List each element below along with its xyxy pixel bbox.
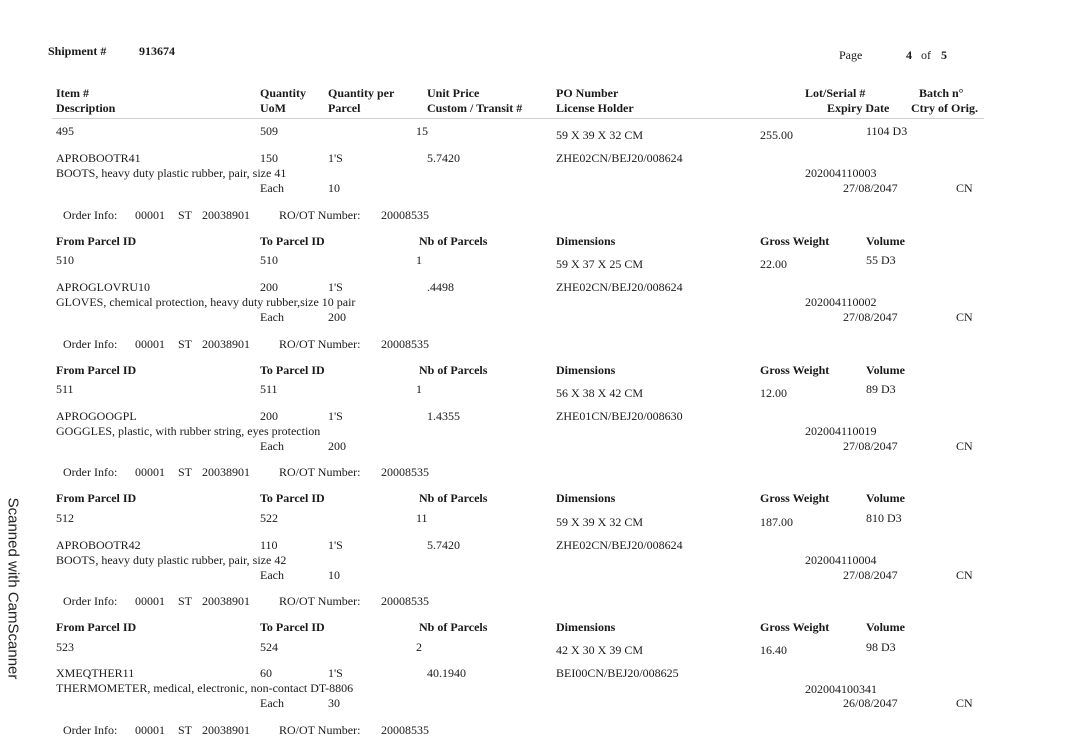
item-description: BOOTS, heavy duty plastic rubber, pair, size 42 [56,553,287,567]
item-expiry-date: 27/08/2047 [843,439,898,453]
from-parcel-id: 495 [56,124,74,138]
item-uom: Each [260,696,284,710]
from-parcel-header: From Parcel ID [56,363,137,377]
item-po-number: ZHE02CN/BEJ20/008624 [556,151,683,165]
dimensions: 42 X 30 X 39 CM [556,643,644,657]
col-unit-price: Unit Price [427,86,480,100]
item-uom-qty: 30 [328,696,340,710]
col-po-number: PO Number [556,86,619,100]
col-description: Description [56,101,116,115]
dimensions: 59 X 39 X 32 CM [556,515,644,529]
order-info-c: 20038901 [202,337,250,351]
order-info-label: Order Info: [63,337,118,351]
nb-parcels-header: Nb of Parcels [419,491,488,505]
item-qty-per-parcel: 1'S [328,409,343,423]
dimensions: 59 X 39 X 32 CM [556,128,644,142]
from-parcel-id: 510 [56,253,74,267]
nb-of-parcels: 11 [416,511,428,525]
volume-header: Volume [866,491,905,505]
item-qty-per-parcel: 1'S [328,151,343,165]
item-unit-price: 1.4355 [427,409,460,423]
order-info-a: 00001 [135,337,165,351]
to-parcel-header: To Parcel ID [260,491,325,505]
item-expiry-date: 26/08/2047 [843,696,898,710]
dimensions-header: Dimensions [556,620,616,634]
shipment-number: 913674 [139,44,175,58]
col-quantity: Quantity [260,86,307,100]
item-unit-price: 5.7420 [427,151,460,165]
col-ctry-orig: Ctry of Orig. [911,101,978,115]
ro-ot-number: 20008535 [381,337,429,351]
item-quantity: 150 [260,151,278,165]
item-description: THERMOMETER, medical, electronic, non-contact DT-8806 [56,681,354,695]
item-uom: Each [260,568,284,582]
gross-weight-header: Gross Weight [760,363,830,377]
item-uom-qty: 10 [328,181,340,195]
item-qty-per-parcel: 1'S [328,666,343,680]
nb-of-parcels: 2 [416,640,422,654]
item-code: APROGOOGPL [56,409,137,423]
item-lot-serial: 202004110002 [805,295,877,309]
order-info-b: ST [178,465,193,479]
order-info-label: Order Info: [63,723,118,737]
item-lot-serial: 202004110003 [805,166,877,180]
item-uom-qty: 200 [328,310,346,324]
col-qty-per-parcel: Quantity per [328,86,395,100]
item-qty-per-parcel: 1'S [328,280,343,294]
order-info-label: Order Info: [63,465,118,479]
item-unit-price: 5.7420 [427,538,460,552]
shipment-label: Shipment # [48,44,107,58]
item-country: CN [956,181,973,195]
from-parcel-id: 511 [56,382,74,396]
item-code: APROBOOTR42 [56,538,141,552]
gross-weight: 187.00 [760,515,793,529]
nb-parcels-header: Nb of Parcels [419,363,488,377]
ro-ot-number: 20008535 [381,465,429,479]
gross-weight-header: Gross Weight [760,234,830,248]
to-parcel-id: 524 [260,640,278,654]
gross-weight-header: Gross Weight [760,620,830,634]
volume: 55 D3 [866,253,896,267]
item-lot-serial: 202004110004 [805,553,877,567]
item-uom-qty: 10 [328,568,340,582]
item-country: CN [956,568,973,582]
ro-ot-number: 20008535 [381,594,429,608]
ro-ot-number: 20008535 [381,723,429,737]
order-info-b: ST [178,337,193,351]
from-parcel-header: From Parcel ID [56,234,137,248]
to-parcel-id: 510 [260,253,278,267]
item-quantity: 60 [260,666,272,680]
col-expiry-date: Expiry Date [827,101,890,115]
volume: 89 D3 [866,382,896,396]
item-po-number: ZHE01CN/BEJ20/008630 [556,409,683,423]
page-current: 4 [906,48,912,62]
item-quantity: 200 [260,409,278,423]
order-info-b: ST [178,723,193,737]
nb-of-parcels: 1 [416,382,422,396]
to-parcel-header: To Parcel ID [260,620,325,634]
order-info-a: 00001 [135,465,165,479]
item-uom: Each [260,439,284,453]
order-info-b: ST [178,594,193,608]
volume-header: Volume [866,620,905,634]
item-po-number: ZHE02CN/BEJ20/008624 [556,280,683,294]
col-parcel: Parcel [328,101,361,115]
dimensions-header: Dimensions [556,363,616,377]
volume: 98 D3 [866,640,896,654]
item-uom: Each [260,181,284,195]
nb-parcels-header: Nb of Parcels [419,620,488,634]
item-unit-price: 40.1940 [427,666,466,680]
item-lot-serial: 202004100341 [805,682,877,696]
item-description: GLOVES, chemical protection, heavy duty rubber,size 10 pair [56,295,356,309]
col-batch-no: Batch n° [919,86,964,100]
item-po-number: BEI00CN/BEJ20/008625 [556,666,679,680]
item-country: CN [956,696,973,710]
order-info-c: 20038901 [202,723,250,737]
page-label: Page [839,48,863,62]
item-unit-price: .4498 [427,280,454,294]
item-expiry-date: 27/08/2047 [843,568,898,582]
order-info-c: 20038901 [202,594,250,608]
gross-weight: 22.00 [760,257,787,271]
from-parcel-id: 512 [56,511,74,525]
volume-header: Volume [866,234,905,248]
item-expiry-date: 27/08/2047 [843,181,898,195]
order-info-a: 00001 [135,723,165,737]
ro-ot-label: RO/OT Number: [279,337,361,351]
item-qty-per-parcel: 1'S [328,538,343,552]
item-quantity: 200 [260,280,278,294]
item-code: APROBOOTR41 [56,151,141,165]
page-of: of [921,48,931,62]
col-item-no: Item # [56,86,89,100]
scanner-watermark: Scanned with CamScanner [4,497,22,680]
item-uom-qty: 200 [328,439,346,453]
dimensions: 56 X 38 X 42 CM [556,386,644,400]
from-parcel-id: 523 [56,640,74,654]
gross-weight-header: Gross Weight [760,491,830,505]
nb-of-parcels: 15 [416,124,428,138]
order-info-b: ST [178,208,193,222]
order-info-a: 00001 [135,594,165,608]
gross-weight: 12.00 [760,386,787,400]
volume: 1104 D3 [866,124,908,138]
order-info-c: 20038901 [202,465,250,479]
item-country: CN [956,310,973,324]
order-info-a: 00001 [135,208,165,222]
ro-ot-label: RO/OT Number: [279,723,361,737]
item-po-number: ZHE02CN/BEJ20/008624 [556,538,683,552]
item-uom: Each [260,310,284,324]
item-expiry-date: 27/08/2047 [843,310,898,324]
to-parcel-id: 511 [260,382,278,396]
item-description: BOOTS, heavy duty plastic rubber, pair, size 41 [56,166,287,180]
ro-ot-number: 20008535 [381,208,429,222]
col-custom-transit: Custom / Transit # [427,101,523,115]
item-country: CN [956,439,973,453]
order-info-label: Order Info: [63,208,118,222]
nb-of-parcels: 1 [416,253,422,267]
dimensions: 59 X 37 X 25 CM [556,257,644,271]
item-quantity: 110 [260,538,278,552]
gross-weight: 16.40 [760,643,787,657]
order-info-label: Order Info: [63,594,118,608]
dimensions-header: Dimensions [556,234,616,248]
col-license-holder: License Holder [556,101,634,115]
ro-ot-label: RO/OT Number: [279,594,361,608]
to-parcel-header: To Parcel ID [260,363,325,377]
volume: 810 D3 [866,511,902,525]
ro-ot-label: RO/OT Number: [279,465,361,479]
to-parcel-header: To Parcel ID [260,234,325,248]
nb-parcels-header: Nb of Parcels [419,234,488,248]
item-description: GOGGLES, plastic, with rubber string, eyes protection [56,424,321,438]
col-lot-serial: Lot/Serial # [805,86,866,100]
page-total: 5 [941,48,947,62]
from-parcel-header: From Parcel ID [56,620,137,634]
dimensions-header: Dimensions [556,491,616,505]
ro-ot-label: RO/OT Number: [279,208,361,222]
to-parcel-id: 509 [260,124,278,138]
item-code: XMEQTHER11 [56,666,135,680]
item-lot-serial: 202004110019 [805,424,877,438]
header-divider [52,118,984,119]
col-uom: UoM [260,101,286,115]
gross-weight: 255.00 [760,128,793,142]
to-parcel-id: 522 [260,511,278,525]
order-info-c: 20038901 [202,208,250,222]
volume-header: Volume [866,363,905,377]
item-code: APROGLOVRU10 [56,280,151,294]
from-parcel-header: From Parcel ID [56,491,137,505]
